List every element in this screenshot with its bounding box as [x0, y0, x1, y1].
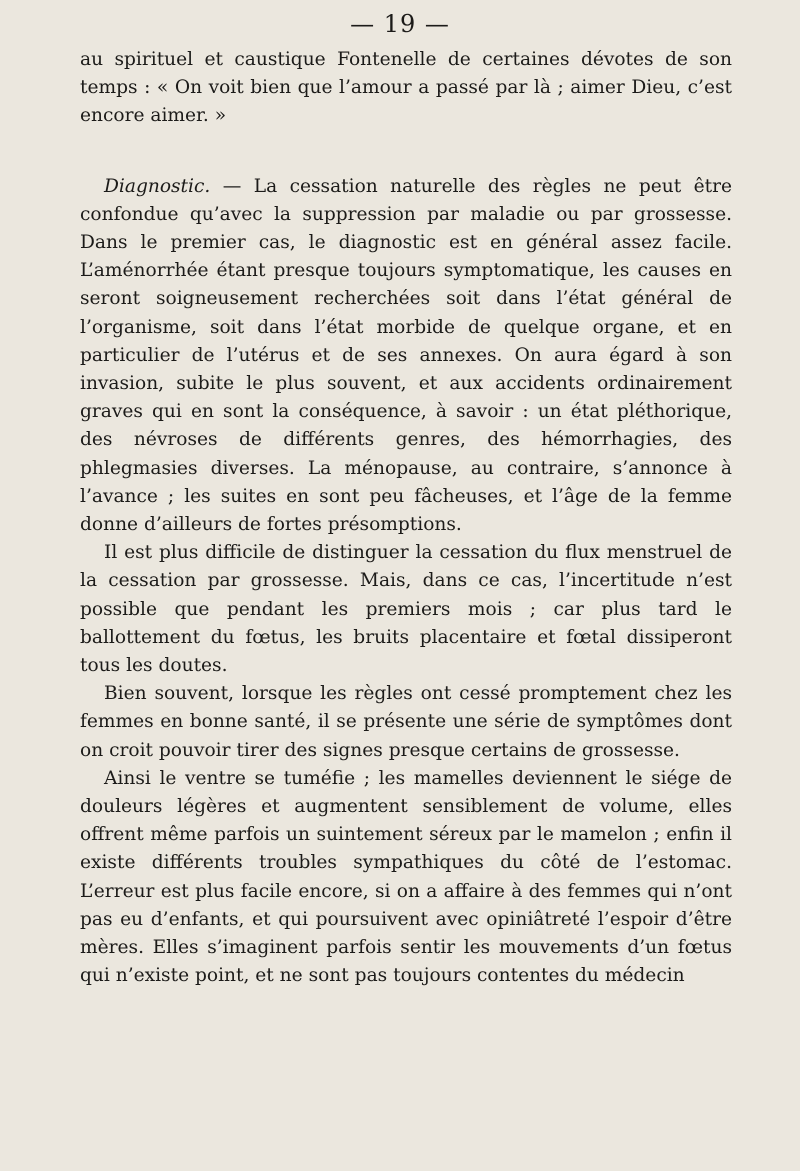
paragraph-continuation: au spirituel et caustique Fontenelle de certaines dévotes de son temps : « On voit bien que l’amour a passé par là ; aimer Dieu, c’est encore aimer. »: [80, 49, 732, 127]
paragraph-gap: [80, 131, 732, 173]
paragraph-diagnostic: [80, 173, 732, 540]
page-body: [80, 46, 732, 991]
paragraph-grossesse: Il est plus difficile de distinguer la cessation du flux menstruel de la cessation par grossesse. Mais, dans ce cas, l’incertitude n’est possible que pendant les premiers mois ; car plus tard le ballottement du fœtus, les bruits placentaire et fœtal dissiperont tous les doutes.: [80, 542, 732, 677]
paragraph-erreur: Ainsi le ventre se tuméfie ; les mamelles deviennent le siége de douleurs légères et augmentent sensiblement de volume, elles offrent même parfois un suintement séreux par le mamelon ; enfin il existe différents troubles sympathiques du côté de l’estomac. L’erreur est plus facile encore, si on a affaire à des femmes qui n’ont pas eu d’enfants, et qui poursuivent avec opiniâtreté l’espoir d’être mères. Elles s’imaginent parfois sentir les mouvements d’un fœtus qui n’existe point, et ne sont pas toujours contentes du médecin: [80, 767, 732, 987]
paragraph-symptomes: Bien souvent, lorsque les règles ont cessé promptement chez les femmes en bonne santé, il se présente une série de symptômes dont on croit pouvoir tirer des signes presque certains de grossesse.: [80, 683, 732, 761]
paragraph-diagnostic-text: — La cessation naturelle des règles ne peut être confondue qu’avec la suppression par maladie ou par grossesse. Dans le premier cas, le diagnostic est en général assez facile. L’aménorrhée étant presque toujours symptomatique, les causes en seront soigneusement recherchées soit dans l’état général de l’organisme, soit dans l’état morbide de quelque organe, et en particulier de l’utérus et de ses annexes. On aura égard à son invasion, subite le plus souvent, et aux accidents ordinairement graves qui en sont la conséquence, à savoir : un état pléthorique, des névroses de différents genres, des hémorrhagies, des phlegmasies diverses. La ménopause, au contraire, s’annonce à l’avance ; les suites en sont peu fâcheuses, et l’âge de la femme donne d’ailleurs de fortes présomptions.: [80, 175, 732, 536]
section-label: Diagnostic.: [104, 175, 211, 197]
page-number: — 19 —: [350, 10, 450, 38]
